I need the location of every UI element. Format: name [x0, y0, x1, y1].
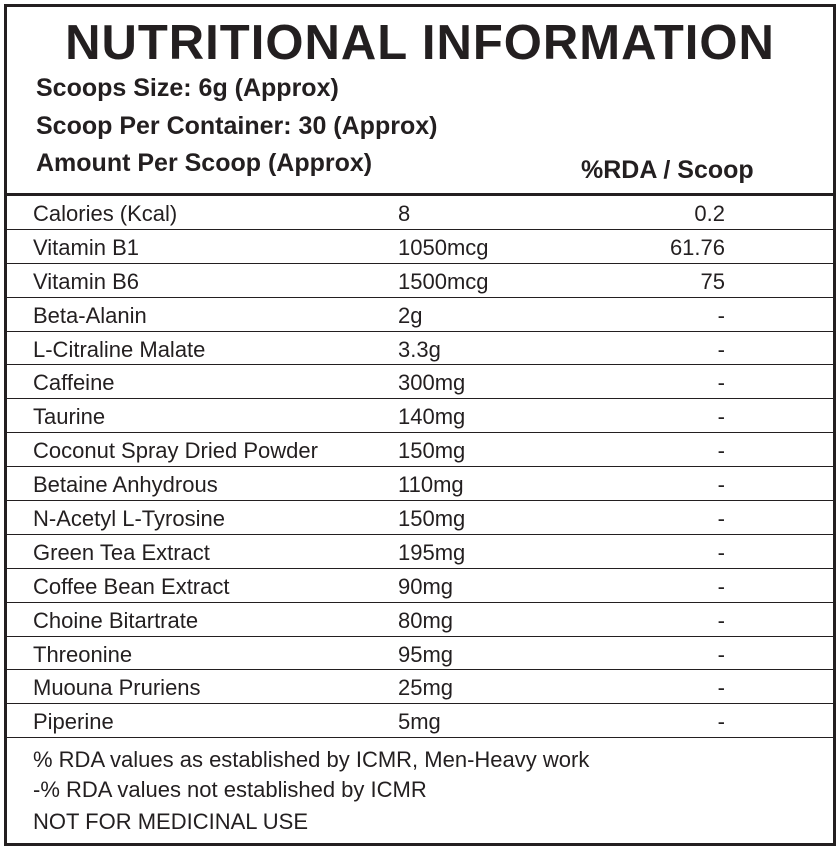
nutrient-name: Caffeine: [33, 370, 115, 396]
nutrient-rda: -: [717, 539, 725, 565]
nutrient-name: Threonine: [33, 641, 133, 667]
nutrient-name: Muouna Pruriens: [33, 675, 201, 701]
table-row: [7, 264, 833, 298]
nutrient-name: N-Acetyl L-Tyrosine: [33, 506, 225, 532]
nutrient-amount: 140mg: [398, 404, 466, 430]
table-row: [7, 670, 833, 704]
nutrient-name: Coffee Bean Extract: [33, 573, 230, 599]
nutrient-rda: -: [717, 404, 725, 430]
footnote-not-medicinal: NOT FOR MEDICINAL USE: [33, 809, 309, 834]
nutrient-rda: -: [717, 709, 725, 735]
table-row: [7, 637, 833, 671]
panel-title: NUTRITIONAL INFORMATION: [65, 16, 775, 70]
nutrient-name: Piperine: [33, 709, 114, 735]
scoop-size: Scoops Size: 6g (Approx): [36, 74, 339, 102]
nutrient-rda: -: [717, 675, 725, 701]
nutrient-amount: 1050mcg: [398, 234, 489, 260]
nutrient-amount: 150mg: [398, 438, 466, 464]
nutrient-rda: -: [717, 472, 725, 498]
nutrient-name: Coconut Spray Dried Powder: [33, 438, 318, 464]
table-row: [7, 298, 833, 332]
nutrient-name: Choine Bitartrate: [33, 607, 199, 633]
table-row: [7, 196, 833, 230]
table-row: [7, 535, 833, 569]
scoops-per-container: Scoop Per Container: 30 (Approx): [36, 112, 438, 140]
nutrient-name: Vitamin B6: [33, 268, 139, 294]
nutrient-name: Betaine Anhydrous: [33, 472, 218, 498]
table-row: [7, 399, 833, 433]
nutrient-rda: 75: [700, 268, 725, 294]
nutrient-name: Taurine: [33, 404, 106, 430]
table-row: [7, 230, 833, 264]
table-row: [7, 603, 833, 637]
nutrient-amount: 80mg: [398, 607, 454, 633]
table-row: [7, 365, 833, 399]
nutrient-amount: 3.3g: [398, 336, 441, 362]
nutrition-panel: [4, 4, 836, 846]
nutrient-rda: -: [717, 302, 725, 328]
nutrient-amount: 1500mcg: [398, 268, 489, 294]
nutrient-rda: -: [717, 370, 725, 396]
table-row: [7, 569, 833, 603]
nutrient-name: Beta-Alanin: [33, 302, 147, 328]
nutrient-rda: -: [717, 573, 725, 599]
footnote-rda-not-established: -% RDA values not established by ICMR: [33, 777, 427, 802]
nutrient-amount: 8: [398, 201, 411, 226]
nutrient-rda: -: [717, 607, 725, 633]
table-row: [7, 467, 833, 501]
nutrient-amount: 195mg: [398, 539, 466, 565]
nutrient-name: Green Tea Extract: [33, 539, 210, 565]
table-row: [7, 433, 833, 467]
table-row: [7, 332, 833, 366]
nutrient-amount: 90mg: [398, 573, 454, 599]
nutrient-name: Vitamin B1: [33, 234, 139, 260]
nutrient-amount: 2g: [398, 302, 423, 328]
table-row: [7, 704, 833, 738]
table-row: [7, 501, 833, 535]
nutrient-rda: -: [717, 506, 725, 532]
nutrient-rda: -: [717, 336, 725, 362]
nutrient-amount: 150mg: [398, 506, 466, 532]
amount-per-scoop-heading: Amount Per Scoop (Approx): [36, 149, 373, 177]
nutrient-amount: 300mg: [398, 370, 466, 396]
nutrient-amount: 5mg: [398, 709, 441, 735]
nutrient-amount: 95mg: [398, 641, 454, 667]
footnote-rda-established: % RDA values as established by ICMR, Men-Heavy work: [33, 747, 590, 772]
nutrient-rda: 61.76: [669, 234, 725, 260]
nutrient-rda: 0.2: [694, 201, 725, 226]
nutrient-name: L-Citraline Malate: [33, 336, 206, 362]
nutrient-rda: -: [717, 641, 725, 667]
rda-column-heading: %RDA / Scoop: [581, 156, 754, 184]
nutrient-amount: 25mg: [398, 675, 454, 701]
nutrient-table: [7, 196, 833, 738]
nutrient-amount: 110mg: [398, 472, 464, 498]
nutrient-rda: -: [717, 438, 725, 464]
nutrient-name: Calories (Kcal): [33, 201, 178, 226]
